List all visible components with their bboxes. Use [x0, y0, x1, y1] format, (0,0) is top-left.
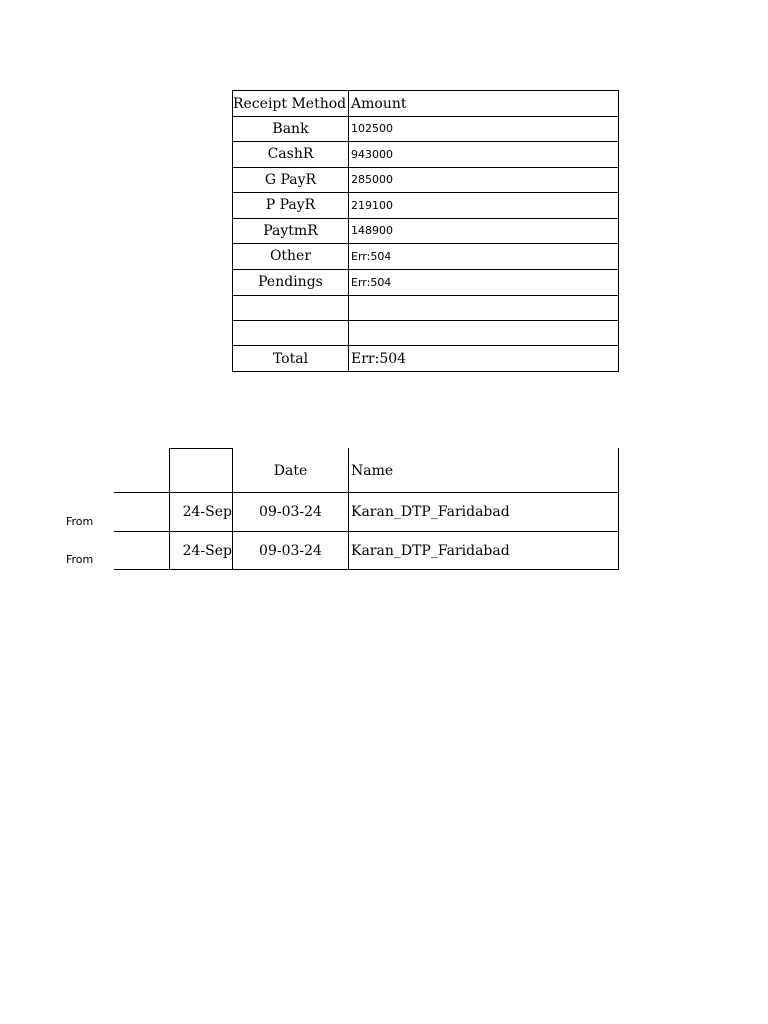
total-label: Total — [272, 350, 309, 367]
receipt-method-cell: Other — [269, 248, 312, 264]
receipt-method-cell: PaytmR — [263, 222, 318, 239]
receipt-method-cell: Bank — [272, 120, 309, 137]
name-cell: Karan_DTP_Faridabad — [351, 504, 510, 520]
month-cell: 24-Sep — [182, 504, 232, 520]
month-cell: 24-Sep — [182, 542, 232, 559]
total-amount: Err:504 — [351, 350, 407, 367]
amount-cell: 102500 — [351, 122, 393, 135]
amount-cell: Err:504 — [351, 249, 392, 263]
receipt-method-cell — [233, 320, 348, 345]
date-cell: 09-03-24 — [259, 542, 322, 559]
date-cell: 09-03-24 — [259, 504, 322, 520]
name-cell: Karan_DTP_Faridabad — [351, 542, 510, 559]
receipt-method-cell: P PayR — [265, 197, 316, 213]
receipt-method-cell — [233, 295, 348, 320]
amount-cell: 943000 — [351, 147, 393, 161]
date-header: Date — [273, 462, 308, 479]
amount-cell — [349, 295, 618, 320]
receipt-method-header: Receipt Method — [233, 95, 347, 112]
amount-cell: 219100 — [351, 198, 393, 212]
amount-cell: 148900 — [351, 224, 393, 237]
amount-cell — [349, 320, 618, 345]
name-header: Name — [351, 462, 394, 479]
receipt-method-cell: G PayR — [264, 171, 317, 188]
receipt-method-cell: CashR — [267, 146, 314, 162]
from-label: From — [66, 553, 94, 566]
amount-cell: 285000 — [351, 173, 393, 186]
receipt-method-cell: Pendings — [258, 274, 323, 290]
from-label: From — [66, 515, 94, 528]
amount-cell: Err:504 — [351, 275, 392, 289]
amount-header: Amount — [351, 95, 407, 112]
